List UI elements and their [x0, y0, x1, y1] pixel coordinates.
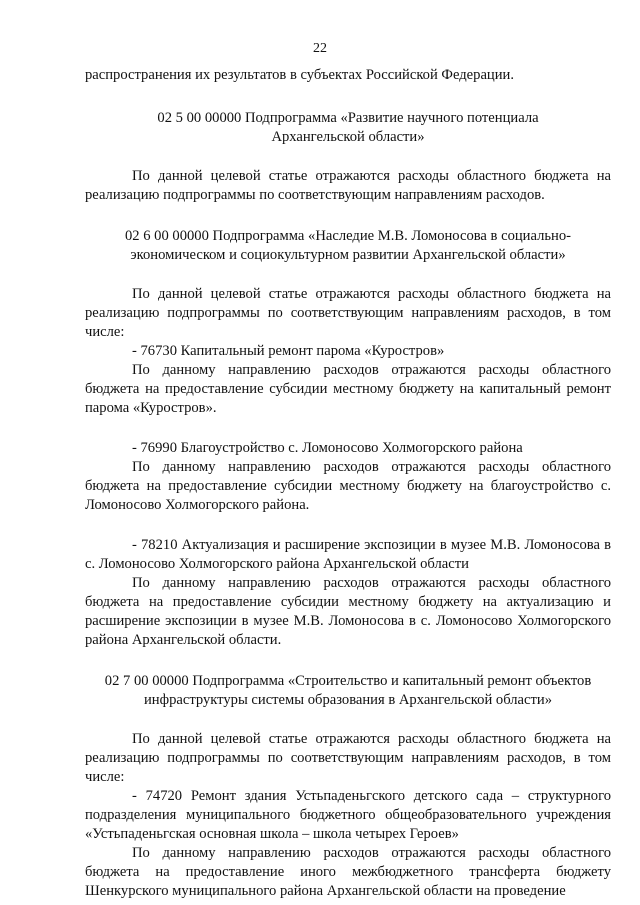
- paragraph-section-description: По данной целевой статье отражаются расходы областного бюджета на реализацию подпрограммы по соответствующим направлениям расходов.: [85, 168, 611, 203]
- expense-item-74720: - 74720 Ремонт здания Устьпаденьгского детского сада – структурного подразделения муниципального бюджетного общеобразовательного учреждения «Устьпаденьгская основная школа – школа четырех Героев»: [85, 788, 611, 842]
- paragraph-continuation: распространения их результатов в субъектах Российской Федерации.: [85, 67, 515, 83]
- page-number: 22: [313, 41, 327, 56]
- paragraph-section-description: По данной целевой статье отражаются расходы областного бюджета на реализацию подпрограммы по соответствующим направлениям расходов, в том числе:: [85, 286, 611, 340]
- paragraph-expense-description: По данному направлению расходов отражаются расходы областного бюджета на предоставление иного межбюджетного трансферта бюджету Шенкурского муниципального района Архангельской области на проведение: [85, 845, 611, 899]
- paragraph-expense-description: По данному направлению расходов отражаются расходы областного бюджета на предоставление субсидии местному бюджету на благоустройство с. Ломоносово Холмогорского района.: [85, 459, 611, 513]
- section-heading-02-6: 02 6 00 00000 Подпрограмма «Наследие М.В. Ломоносова в социально-экономическом и социокультурном развитии Архангельской области»: [124, 228, 572, 263]
- expense-item-76730: - 76730 Капитальный ремонт парома «Куростров»: [132, 343, 445, 359]
- section-heading-02-7: 02 7 00 00000 Подпрограмма «Строительство и капитальный ремонт объектов инфраструктуры системы образования в Архангельской области»: [104, 673, 592, 708]
- section-heading-02-5: 02 5 00 00000 Подпрограмма «Развитие научного потенциала Архангельской области»: [157, 110, 539, 145]
- paragraph-expense-description: По данному направлению расходов отражаются расходы областного бюджета на предоставление субсидии местному бюджету на актуализацию и расширение экспозиции в музее М.В. Ломоносова в с. Ломоносово Холмогорского района Архангельской области.: [85, 575, 611, 648]
- paragraph-expense-description: По данному направлению расходов отражаются расходы областного бюджета на предоставление субсидии местному бюджету на капитальный ремонт парома «Куростров».: [85, 362, 611, 416]
- document-body: [85, 66, 611, 901]
- paragraph-section-description: По данной целевой статье отражаются расходы областного бюджета на реализацию подпрограммы по соответствующим направлениям расходов, в том числе:: [85, 731, 611, 785]
- expense-item-78210: - 78210 Актуализация и расширение экспозиции в музее М.В. Ломоносова в с. Ломоносово Холмогорского района Архангельской области: [85, 537, 611, 572]
- expense-item-76990: - 76990 Благоустройство с. Ломоносово Холмогорского района: [132, 440, 523, 456]
